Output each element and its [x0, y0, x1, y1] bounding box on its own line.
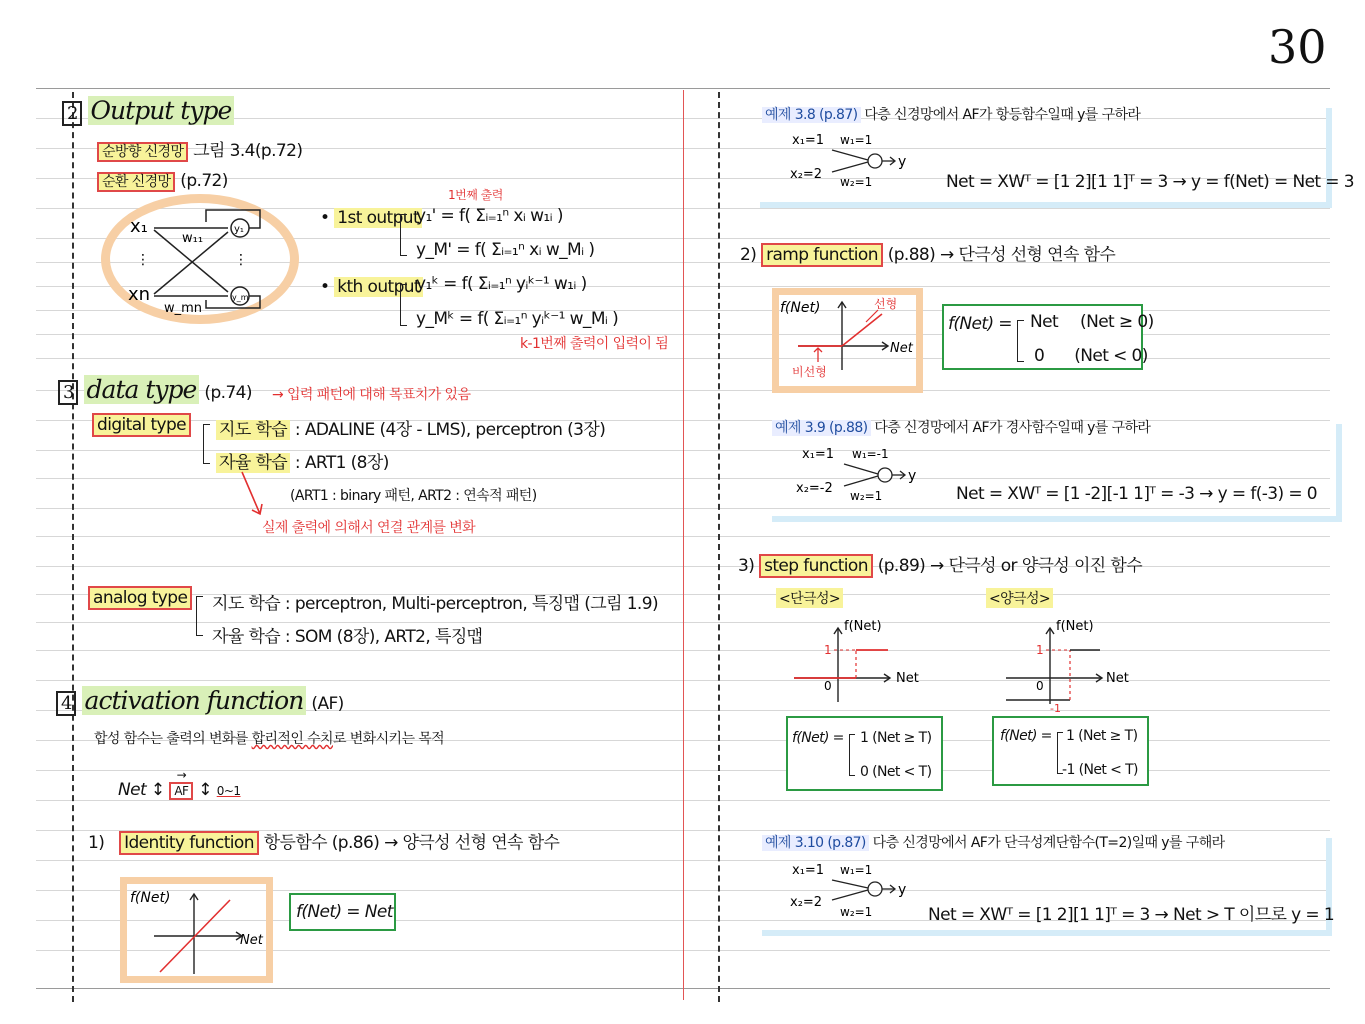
step-u-one: 1	[824, 643, 832, 657]
diagram-dots-2: ⋮	[234, 252, 248, 268]
ramp-graph-xlabel: Net	[890, 341, 913, 356]
art-note: (ART1 : binary 패턴, ART2 : 연속적 패턴)	[290, 488, 537, 504]
kth-output-label: • kth output	[320, 277, 423, 297]
example-3-10-calc: Net = XWᵀ = [1 2][1 1]ᵀ = 3 → Net > T 이므로 y = 1	[928, 905, 1335, 925]
ramp-graph-linear: 선형	[874, 297, 898, 311]
step-b-case2: -1 (Net < T)	[1062, 762, 1138, 778]
center-red-line	[683, 90, 684, 1000]
data-type-note-bottom: 실제 출력에 의해서 연결 관계를 변화	[262, 520, 476, 536]
ex310-w1: w₁=1	[840, 863, 873, 877]
ex310-w2: w₂=1	[840, 905, 873, 919]
ex38-w2: w₂=1	[840, 175, 873, 189]
diagram-xn: xn	[128, 284, 151, 305]
page-number: 30	[1268, 20, 1327, 74]
diagram-ym: y_m	[232, 293, 249, 302]
diagram-y1: y₁	[234, 224, 244, 235]
step-b-xlabel: Net	[1106, 671, 1129, 686]
ramp-case1: Net (Net ≥ 0)	[1030, 312, 1154, 332]
ex310-y: y	[898, 882, 907, 898]
step-b-ylabel: f(Net)	[1056, 619, 1094, 634]
data-type-ref: (p.74)	[204, 383, 252, 403]
feedforward-row	[97, 136, 302, 161]
activation-abbr: (AF)	[311, 694, 344, 714]
step-unipolar-graph	[790, 612, 930, 708]
identity-formula: f(Net) = Net	[296, 902, 393, 922]
activation-heading	[56, 686, 344, 715]
diagram-x1: x₁	[130, 216, 148, 237]
kth-output-brace	[400, 284, 407, 326]
identity-row: 1) Identity function 항등함수 (p.86) → 양극성 선형 연속 함수	[88, 833, 560, 853]
data-type-note-top: → 입력 패턴에 대해 목표치가 있음	[272, 387, 471, 403]
step-u-case2: 0 (Net < T)	[860, 764, 932, 780]
ex38-x1: x₁=1	[792, 133, 825, 148]
ex39-w2: w₂=1	[850, 489, 883, 503]
section-number: 2	[62, 101, 82, 126]
section-number: 4	[56, 691, 76, 716]
ex39-y: y	[908, 468, 917, 484]
ramp-case2: 0 (Net < 0)	[1034, 346, 1148, 366]
section-number: 3	[58, 380, 78, 405]
feedforward-ref: 그림 3.4(p.72)	[193, 141, 303, 161]
activation-description: 합성 함수는 출력의 변화를 합리적인 수치로 변화시키는 목적	[94, 731, 445, 747]
example-3-9-calc: Net = XWᵀ = [1 -2][-1 1]ᵀ = -3 → y = f(-3) = 0	[956, 484, 1317, 504]
ramp-graph-ylabel: f(Net)	[780, 300, 821, 316]
example-3-10-title: 예제 3.10 (p.87) 다층 신경망에서 AF가 단극성계단함수(T=2)일때 y를 구해라	[762, 832, 1225, 852]
ruled-line	[36, 88, 1330, 89]
analog-type-label: analog type	[88, 588, 192, 608]
step-u-zero: 0	[824, 679, 832, 693]
kth-output-eq1: y₁ᵏ = f( Σᵢ₌₁ⁿ yᵢᵏ⁻¹ w₁ᵢ )	[416, 274, 587, 294]
section-title: data type	[84, 375, 200, 404]
example-3-8-calc: Net = XWᵀ = [1 2][1 1]ᵀ = 3 → y = f(Net) = Net = 3	[946, 172, 1354, 192]
recurrent-diagram	[110, 200, 300, 320]
ramp-graph-nonlinear: 비선형	[792, 365, 827, 379]
ex39-x1: x₁=1	[802, 447, 835, 462]
example-3-8-title: 예제 3.8 (p.87) 다층 신경망에서 AF가 항등함수일때 y를 구하라	[762, 104, 1140, 124]
step-b-f-left: f(Net) =	[1000, 728, 1052, 744]
first-output-brace	[400, 214, 407, 256]
feedforward-label: 순방향 신경망	[97, 142, 188, 162]
ex38-y: y	[898, 154, 907, 170]
identity-graph-xlabel: Net	[240, 933, 263, 948]
step-b-one: 1	[1036, 643, 1044, 657]
digital-unsupervised-row: 자율 학습 : ART1 (8장)	[216, 448, 389, 473]
ex38-x2: x₂=2	[790, 167, 823, 182]
step-b-zero: 0	[1036, 679, 1044, 693]
diagram-w11: w₁₁	[182, 231, 204, 246]
first-output-label: • 1st output	[320, 208, 422, 228]
ramp-formula-left: f(Net) =	[948, 314, 1012, 334]
step-b-case1: 1 (Net ≥ T)	[1066, 728, 1138, 744]
identity-graph-ylabel: f(Net)	[130, 890, 171, 906]
kth-output-eq2: y_Mᵏ = f( Σᵢ₌₁ⁿ yᵢᵏ⁻¹ w_Mᵢ )	[416, 309, 619, 329]
ramp-formula-brace	[1017, 320, 1024, 362]
step-unipolar-label: <단극성>	[776, 588, 843, 608]
ramp-graph	[778, 292, 918, 388]
first-output-eq2: y_M' = f( Σᵢ₌₁ⁿ xᵢ w_Mᵢ )	[416, 240, 595, 260]
step-row: 3) step function (p.89) → 단극성 or 양극성 이진 함수	[738, 556, 1143, 576]
analog-supervised-row: 지도 학습 : perceptron, Multi-perceptron, 특징맵 (그림 1.9)	[212, 594, 658, 614]
recurrent-row	[97, 171, 228, 191]
activation-flow: Net ↕ → AF ↕ 0~1	[118, 768, 241, 800]
margin-line-left	[72, 92, 74, 1002]
step-b-neg-one: -1	[1050, 702, 1061, 715]
kth-output-note: k-1번째 출력이 입력이 됨	[520, 336, 669, 352]
example-3-9-network	[796, 442, 926, 506]
step-u-case1: 1 (Net ≥ T)	[860, 730, 932, 746]
recurrent-label: 순환 신경망	[97, 172, 175, 192]
first-output-note: 1번째 출력	[448, 188, 503, 202]
recurrent-ref: (p.72)	[180, 171, 228, 191]
example-3-10-network	[790, 858, 920, 922]
diagram-wmn: w_mn	[164, 301, 203, 316]
digital-brace	[203, 424, 210, 464]
ex310-x2: x₂=2	[790, 895, 823, 910]
step-u-xlabel: Net	[896, 671, 919, 686]
section-title: Output type	[88, 96, 235, 125]
ex39-x2: x₂=-2	[796, 481, 833, 496]
section-title: activation function	[82, 686, 307, 715]
diagram-dots: ⋮	[136, 252, 150, 268]
example-3-9-title: 예제 3.9 (p.88) 다층 신경망에서 AF가 경사함수일때 y를 구하라	[772, 417, 1150, 437]
ex310-x1: x₁=1	[792, 863, 825, 878]
data-type-heading	[58, 375, 252, 404]
step-u-brace	[849, 734, 855, 776]
identity-graph	[128, 884, 268, 978]
ex38-w1: w₁=1	[840, 133, 873, 147]
ramp-row: 2) ramp function (p.88) → 단극성 선형 연속 함수	[740, 245, 1116, 265]
digital-type-label: digital type	[92, 415, 191, 435]
first-output-eq1: y₁' = f( Σᵢ₌₁ⁿ xᵢ w₁ᵢ )	[416, 206, 563, 226]
step-u-f-left: f(Net) =	[792, 730, 844, 746]
step-u-ylabel: f(Net)	[844, 619, 882, 634]
step-bipolar-graph	[1002, 612, 1142, 715]
ex39-w1: w₁=-1	[852, 447, 889, 461]
example-3-8-network	[790, 128, 920, 192]
data-type-red-arrow	[238, 470, 268, 520]
digital-supervised-row: 지도 학습 : ADALINE (4장 - LMS), perceptron (3장)	[216, 415, 605, 440]
output-type-heading	[62, 96, 234, 125]
analog-brace	[196, 596, 203, 636]
analog-unsupervised-row: 자율 학습 : SOM (8장), ART2, 특징맵	[212, 627, 483, 647]
step-bipolar-label: <양극성>	[986, 588, 1053, 608]
center-dashed-line	[718, 92, 720, 1002]
